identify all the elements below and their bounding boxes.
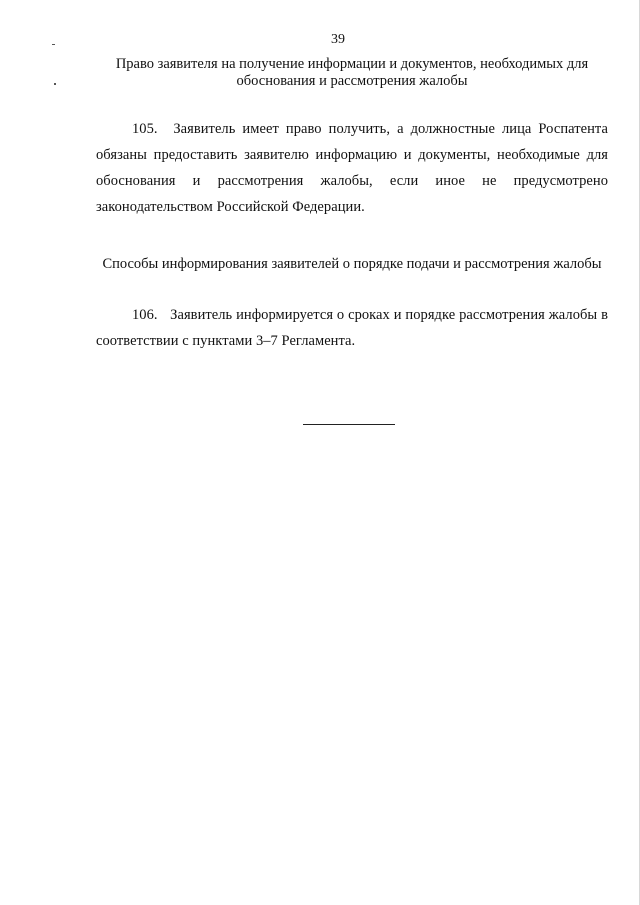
paragraph-text: Заявитель информируется о сроках и порядке рассмотрения жалобы в соответствии с пунктами 3–7 Регламента. [96,307,608,349]
page-number: 39 [331,32,345,47]
scan-speck [52,44,55,45]
paragraph-text: Заявитель имеет право получить, а должностные лица Роспатента обязаны предоставить заявителю информацию и документы, необходимые для обоснования и рассмотрения жалобы, если иное не предусмотрено законодательством Российской Федерации. [96,121,608,215]
section-heading: Способы информирования заявителей о порядке подачи и рассмотрения жалобы [102,256,602,272]
section-heading: Право заявителя на получение информации и документов, необходимых для обоснования и рассмотрения жалобы [115,56,589,89]
paragraph-106 [96,302,608,354]
paragraph-number: 105. [132,121,158,137]
paragraph-number: 106. [132,307,158,323]
paragraph-105 [96,116,608,220]
scan-speck [54,83,56,85]
end-of-document-rule [303,424,395,425]
